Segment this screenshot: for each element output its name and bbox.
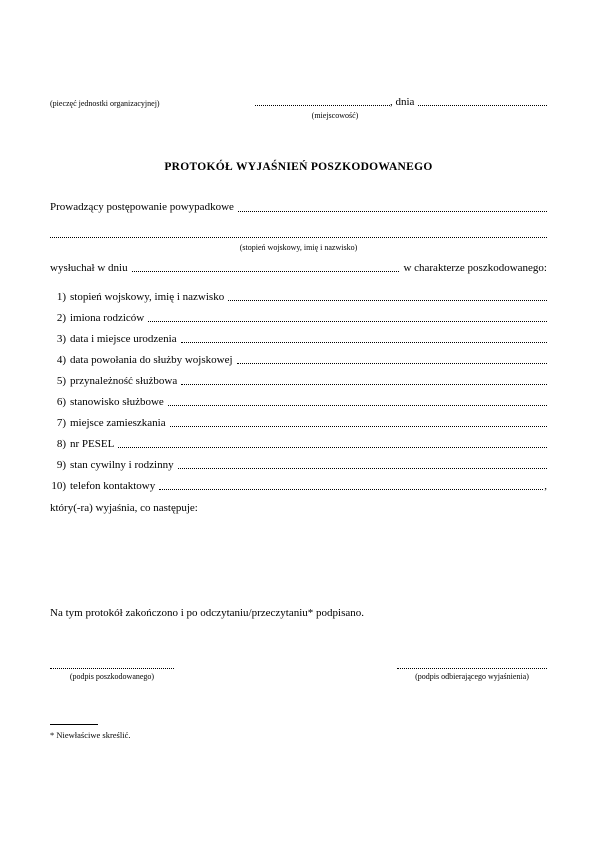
field-label: imiona rodziców — [70, 311, 145, 324]
field-label: nr PESEL — [70, 437, 115, 450]
field-list — [50, 283, 547, 493]
footnote-text: * Niewłaściwe skreślić. — [50, 730, 131, 740]
footnote — [50, 724, 131, 740]
signature-fill-line-injured — [50, 661, 174, 669]
field-row-marital-family-status — [50, 451, 547, 472]
heard-prefix-label: wysłuchał w dniu — [50, 261, 128, 274]
field-number: 10) — [51, 479, 66, 492]
field-number: 1) — [56, 290, 66, 303]
field-row-birth-date-place — [50, 325, 547, 346]
conducting-fill-line — [238, 211, 547, 212]
field-number: 2) — [56, 311, 66, 324]
conducting-label: Prowadzący postępowanie powypadkowe — [50, 201, 234, 214]
field-label: stan cywilny i rodzinny — [70, 458, 174, 471]
field-label: miejsce zamieszkania — [70, 416, 166, 429]
place-caption: (miejscowość) — [311, 111, 359, 121]
signature-receiver — [397, 661, 547, 682]
field-number: 9) — [56, 458, 66, 471]
field-fill-line — [148, 321, 547, 322]
field-fill-line — [159, 489, 543, 490]
field-row-contact-phone — [50, 472, 547, 493]
explains-line: który(-ra) wyjaśnia, co następuje: — [50, 502, 198, 515]
field-number: 6) — [56, 395, 66, 408]
field-label: telefon kontaktowy — [70, 479, 156, 492]
date-word: , dnia — [390, 96, 415, 108]
field-row-residence — [50, 409, 547, 430]
field-fill-line — [181, 384, 547, 385]
field-label: stanowisko służbowe — [70, 395, 164, 408]
heard-suffix-label: w charakterze poszkodowanego: — [403, 261, 547, 274]
field-label: przynależność służbowa — [70, 374, 178, 387]
signature-fill-line-receiver — [397, 661, 547, 669]
field-fill-line — [170, 426, 547, 427]
signature-caption-receiver: (podpis odbierającego wyjaśnienia) — [415, 671, 529, 681]
field-row-pesel — [50, 430, 547, 451]
field-suffix: , — [544, 479, 547, 492]
field-label: stopień wojskowy, imię i nazwisko — [70, 290, 225, 303]
rank-name-caption: (stopień wojskowy, imię i nazwisko) — [239, 242, 358, 252]
field-row-parents-names — [50, 304, 547, 325]
field-row-service-position — [50, 388, 547, 409]
field-row-service-call-date — [50, 346, 547, 367]
header — [50, 96, 547, 121]
date-block — [255, 96, 547, 121]
field-row-service-affiliation — [50, 367, 547, 388]
heard-on-line — [50, 261, 547, 275]
date-line — [255, 96, 547, 109]
field-label: data i miejsce urodzenia — [70, 332, 177, 345]
date-fill-line — [418, 105, 547, 106]
footnote-divider — [50, 724, 98, 725]
conducting-line — [50, 201, 547, 215]
document-title: PROTOKÓŁ WYJAŚNIEŃ POSZKODOWANEGO — [164, 160, 433, 173]
place-fill-line — [255, 105, 390, 106]
field-number: 5) — [56, 374, 66, 387]
conducting-fill-line-2 — [50, 237, 547, 238]
field-number: 4) — [56, 353, 66, 366]
signature-section — [50, 661, 547, 682]
field-fill-line — [237, 363, 547, 364]
field-number: 7) — [56, 416, 66, 429]
field-fill-line — [118, 447, 547, 448]
heard-date-fill-line — [132, 271, 400, 272]
field-fill-line — [228, 300, 547, 301]
signature-injured — [50, 661, 174, 682]
field-label: data powołania do służby wojskowej — [70, 353, 233, 366]
field-fill-line — [181, 342, 547, 343]
field-number: 3) — [56, 332, 66, 345]
field-number: 8) — [56, 437, 66, 450]
field-fill-line — [178, 468, 547, 469]
conducting-continuation-line — [50, 229, 547, 241]
stamp-label: (pieczęć jednostki organizacyjnej) — [50, 99, 160, 108]
field-row-rank-name — [50, 283, 547, 304]
closing-statement: Na tym protokół zakończono i po odczytaniu/przeczytaniu* podpisano. — [50, 607, 365, 620]
field-fill-line — [168, 405, 547, 406]
signature-caption-injured: (podpis poszkodowanego) — [69, 671, 155, 681]
